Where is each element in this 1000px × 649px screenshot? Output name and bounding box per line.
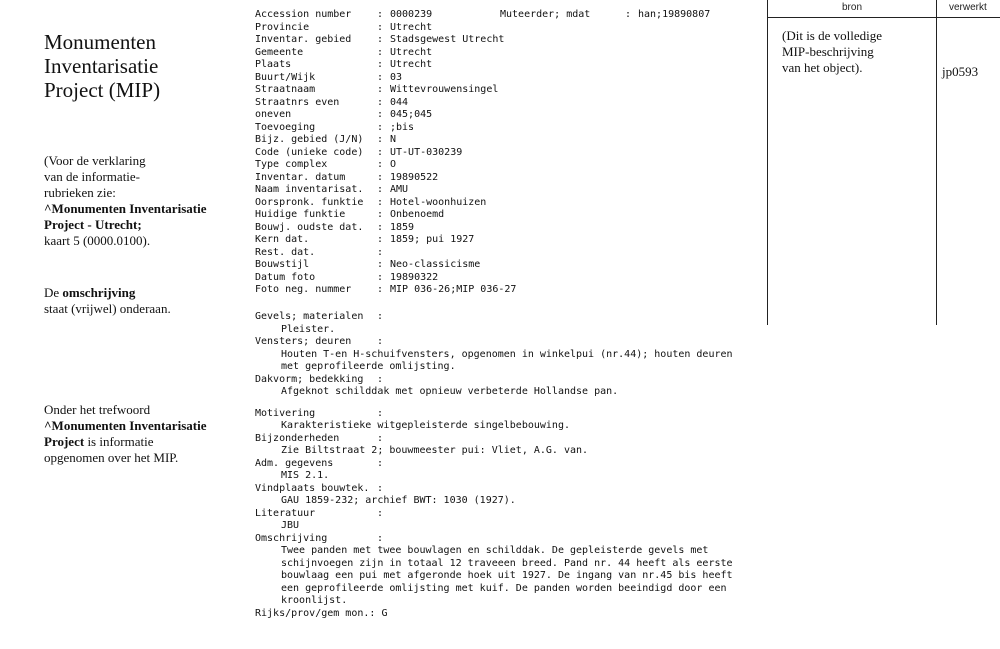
field-label: Type complex (255, 159, 328, 170)
section-label (255, 408, 775, 421)
field-label: Buurt/Wijk (255, 71, 316, 83)
verwerkt-header: verwerkt (949, 2, 987, 13)
muteerder-value: han;19890807 (638, 9, 711, 20)
omschrijving-note (44, 285, 171, 317)
rijksmonument-label: Rijks/prov/gem mon. (255, 607, 370, 619)
verwerkt-value: jp0593 (942, 64, 979, 79)
note-line-bold: ^Monumenten Inventarisatie (44, 201, 207, 216)
field-value: 19890522 (390, 171, 439, 183)
panel-header-divider (767, 17, 1000, 18)
section-label-text: Gevels; materialen (255, 311, 364, 322)
field-value: N (390, 134, 397, 145)
field-label: Inventar. datum (255, 171, 346, 183)
field-label: Foto neg. nummer (255, 284, 352, 295)
field-value: Wittevrouwensingel (390, 84, 499, 95)
note-line: Project is informatie (44, 434, 154, 449)
section-label (255, 483, 775, 496)
field-value: MIP 036-26;MIP 036-27 (390, 284, 517, 295)
section-separator: : (377, 532, 384, 544)
field-label: Straatnrs even (255, 96, 340, 108)
field-value: 044 (390, 96, 409, 108)
muteerder-label: Muteerder; mdat (500, 9, 591, 20)
field-value: UT-UT-030239 (390, 146, 463, 158)
section-label (255, 433, 775, 446)
field-separator: : (377, 209, 384, 220)
muteerder-separator: : (625, 9, 632, 20)
bron-verwerkt-panel (767, 0, 1000, 325)
panel-left-border (767, 0, 768, 325)
field-value: 0000239 (390, 9, 433, 20)
field-separator: : (377, 159, 384, 170)
note-line-bold: Project - Utrecht; (44, 217, 142, 232)
section-separator: : (377, 336, 384, 347)
section-text: Karakteristieke witgepleisterde singelbebouwing. (281, 420, 570, 431)
field-separator: : (377, 259, 384, 270)
section-label-text: Dakvorm; bedekking (255, 373, 364, 385)
rijksmonument-row (255, 608, 775, 621)
field-label: Datum foto (255, 271, 316, 283)
section-text: GAU 1859-232; archief BWT: 1030 (1927). (281, 495, 516, 506)
section-text: Zie Biltstraat 2; bouwmeester pui: Vliet, A.G. van. (281, 445, 589, 456)
section-text: Twee panden met twee bouwlagen en schilddak. De gepleisterde gevels met schijnvoegen zijn in totaal 12 traveeen breed. Pand nr. 44 heeft als eerste bouwlaag een pui met afgeronde hoek uit 1927. De ingang van nr.45 bis heeft een geprofileerde omlijsting met kuif. De panden worden beeindigd door een kroonlijst. (281, 545, 733, 606)
field-value: 1859 (390, 221, 415, 233)
field-separator: : (377, 21, 384, 33)
record-description (255, 311, 775, 620)
field-value: AMU (390, 184, 409, 195)
section-label-text: Omschrijving (255, 532, 328, 544)
field-value: ;bis (390, 121, 415, 133)
field-separator: : (377, 46, 384, 58)
field-separator: : (377, 59, 384, 70)
field-label: Bouwstijl (255, 259, 310, 270)
field-separator: : (377, 221, 384, 233)
section-label (255, 533, 775, 546)
section-label (255, 508, 775, 521)
section-label-text: Vindplaats bouwtek. (255, 482, 370, 494)
field-label: Inventar. gebied (255, 34, 352, 45)
section-gap (255, 399, 775, 408)
field-label: Rest. dat. (255, 246, 316, 258)
field-value: 1859; pui 1927 (390, 234, 475, 245)
section-separator: : (377, 432, 384, 444)
section-separator: : (377, 507, 384, 519)
section-separator: : (377, 311, 384, 322)
section-label (255, 336, 775, 349)
rubrieken-note (44, 153, 206, 249)
field-separator: : (377, 84, 384, 95)
field-label: Bijz. gebied (J/N) (255, 134, 364, 145)
section-text: Houten T-en H-schuifvensters, opgenomen in winkelpui (nr.44); houten deuren met geprofileerde omlijsting. (281, 348, 733, 372)
note-line: (Voor de verklaring (44, 153, 146, 168)
section-label (255, 374, 775, 387)
field-separator: : (377, 234, 384, 245)
section-label-text: Adm. gegevens (255, 457, 334, 469)
field-label: Oorspronk. funktie (255, 196, 364, 208)
field-label: Plaats (255, 59, 292, 70)
section-text: JBU (281, 520, 300, 531)
field-label: Code (unieke code) (255, 146, 364, 158)
mip-title-line: Project (MIP) (44, 78, 161, 102)
field-separator: : (377, 246, 384, 258)
field-label: Gemeente (255, 46, 304, 58)
note-line: rubrieken zie: (44, 185, 116, 200)
trefwoord-note (44, 402, 206, 466)
section-label (255, 311, 775, 324)
mip-title-line: Inventarisatie (44, 54, 159, 78)
field-separator: : (377, 9, 384, 20)
field-label: Naam inventarisat. (255, 184, 364, 195)
field-value: Utrecht (390, 46, 433, 58)
note-line: kaart 5 (0000.0100). (44, 233, 151, 248)
field-value: 045;045 (390, 109, 433, 120)
field-label: Huidige funktie (255, 209, 346, 220)
field-separator: : (377, 34, 384, 45)
section-separator: : (377, 482, 384, 494)
field-separator: : (377, 171, 384, 183)
field-label: oneven (255, 109, 292, 120)
field-value: 03 (390, 71, 403, 83)
field-value: Hotel-woonhuizen (390, 196, 487, 208)
field-value: Utrecht (390, 21, 433, 33)
note-line: De omschrijving (44, 285, 136, 300)
section-separator: : (377, 457, 384, 469)
section-label-text: Literatuur (255, 507, 316, 519)
panel-column-divider (936, 0, 937, 325)
note-line: opgenomen over het MIP. (44, 450, 179, 465)
section-separator: : (377, 407, 384, 419)
section-text: MIS 2.1. (281, 470, 330, 481)
rijksmonument-separator: : (369, 607, 382, 619)
section-label-text: Bijzonderheden (255, 432, 340, 444)
mip-title (44, 30, 160, 102)
note-line: Onder het trefwoord (44, 402, 151, 417)
bron-line: MIP-beschrijving (782, 44, 874, 59)
field-separator: : (377, 71, 384, 83)
field-separator: : (377, 184, 384, 195)
field-label: Toevoeging (255, 121, 316, 133)
section-separator: : (377, 373, 384, 385)
section-label (255, 458, 775, 471)
field-value: Onbenoemd (390, 209, 445, 220)
mip-title-line: Monumenten (44, 30, 156, 54)
field-separator: : (377, 96, 384, 108)
section-text: Afgeknot schilddak met opnieuw verbeterde Hollandse pan. (281, 386, 619, 397)
field-separator: : (377, 146, 384, 158)
section-label-text: Motivering (255, 407, 316, 419)
field-value: Stadsgewest Utrecht (390, 34, 505, 45)
bron-line: (Dit is de volledige (782, 28, 883, 43)
note-line: staat (vrijwel) onderaan. (44, 301, 171, 316)
note-line-bold: ^Monumenten Inventarisatie (44, 418, 207, 433)
field-separator: : (377, 109, 384, 120)
field-value: Neo-classicisme (390, 259, 481, 270)
section-text: Pleister. (281, 323, 336, 335)
field-separator: : (377, 134, 384, 145)
field-label: Accession number (255, 9, 352, 20)
field-separator: : (377, 271, 384, 283)
field-separator: : (377, 284, 384, 295)
bron-text (782, 28, 882, 76)
section-label-text: Vensters; deuren (255, 336, 352, 347)
note-line: van de informatie- (44, 169, 141, 184)
rijksmonument-value: G (381, 607, 388, 619)
field-value: 19890322 (390, 271, 439, 283)
field-value: Utrecht (390, 59, 433, 70)
field-label: Provincie (255, 21, 310, 33)
field-separator: : (377, 196, 384, 208)
field-label: Straatnaam (255, 84, 316, 95)
bron-line: van het object). (782, 60, 863, 75)
field-label: Bouwj. oudste dat. (255, 221, 364, 233)
field-value: O (390, 159, 397, 170)
bron-header: bron (842, 2, 863, 13)
field-separator: : (377, 121, 384, 133)
field-label: Kern dat. (255, 234, 310, 245)
